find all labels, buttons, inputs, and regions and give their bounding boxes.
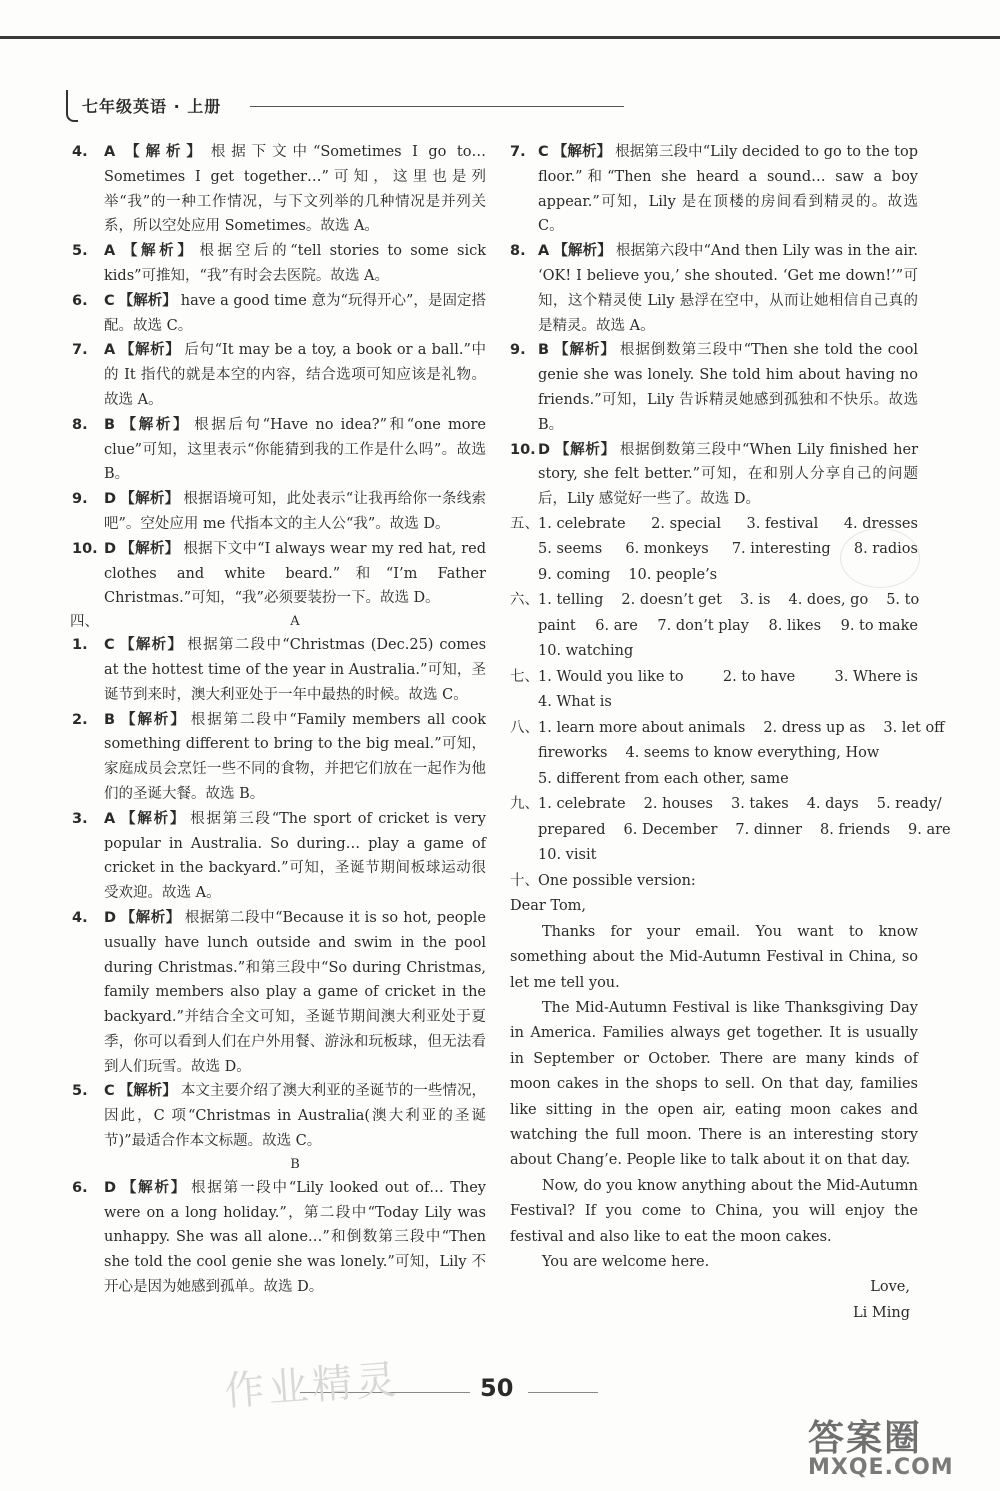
answer-line <box>538 639 918 665</box>
answer-item <box>72 633 486 707</box>
answer-entry: 10. people’s <box>628 566 718 583</box>
answer-item <box>72 537 486 611</box>
answer-entry: 7. dinner <box>735 821 802 838</box>
answer-entry: 8. likes <box>768 617 822 634</box>
analysis-tag: 【解析】 <box>554 441 616 458</box>
answer-entry: prepared <box>538 821 606 838</box>
analysis-tag: 【解析】 <box>118 1083 177 1100</box>
item-answer: C <box>104 637 115 654</box>
analysis-tag: 【解析】 <box>120 909 181 926</box>
analysis-tag: 【解析】 <box>119 711 187 728</box>
answer-line <box>538 767 918 793</box>
answer-item <box>72 1176 486 1300</box>
answer-entry: 1. celebrate <box>538 796 626 813</box>
item-answer: D <box>104 491 117 508</box>
answer-item <box>510 338 918 437</box>
section-mark: 五、 <box>510 515 539 532</box>
sample-letter <box>510 869 918 1326</box>
analysis-tag: 【解析】 <box>119 810 187 827</box>
answer-item <box>72 1079 486 1153</box>
analysis-tag: 【解析】 <box>118 637 184 654</box>
answer-entry: 2. to have <box>722 668 796 685</box>
page-number-rule-right <box>528 1392 598 1393</box>
answer-item <box>510 140 918 239</box>
watermark-text: 作业精灵 <box>222 1356 402 1416</box>
item-answer: A <box>104 243 116 260</box>
analysis-tag: 【解析】 <box>553 243 612 260</box>
answer-line <box>538 741 918 767</box>
answer-line <box>538 843 918 869</box>
analysis-tag: 【解析】 <box>119 342 181 359</box>
item-answer: A <box>104 144 116 160</box>
item-answer: B <box>104 416 116 433</box>
section-mark: 七、 <box>510 668 539 685</box>
item-answer: A <box>104 810 116 827</box>
analysis-text: 根据第二段中“Because it is so hot, people usually have lunch outside and swim in the pool during Christmas.”和第三段中“So during Christmas, family members also play a game of cricket in the backyard.”并结合全文可知，圣诞节期间澳大利亚处于夏季，你可以看到人们在户外用餐、游泳和玩板球，但无法看到人们玩雪。故选 D。 <box>104 909 487 1075</box>
answer-entry: 6. are <box>595 617 638 634</box>
answer-entry: 7. interesting <box>731 541 831 558</box>
answer-entry: 2. special <box>651 515 721 532</box>
answer-entry: 9. are <box>908 821 951 838</box>
letter-closing: Love, <box>870 1279 910 1296</box>
answer-item <box>72 906 486 1080</box>
answer-entry: 3. takes <box>730 796 789 813</box>
item-number: 5. <box>72 1083 88 1100</box>
answer-entry: 1. telling <box>538 592 604 609</box>
answer-line <box>538 588 918 614</box>
answer-entry: 2. houses <box>643 796 713 813</box>
letter-paragraph-1: Thanks for your email. You want to know something about the Mid-Autumn Festival in China, so let me tell you. <box>510 923 918 991</box>
item-number: 4. <box>72 144 88 160</box>
analysis-text: 根据倒数第三段中“When Lily finished her story, she felt better.”可知，在和别人分享自己的问题后，Lily 感觉好一些了。故选 D。 <box>538 441 919 508</box>
item-number: 6. <box>72 1179 88 1196</box>
item-number: 9. <box>510 342 526 359</box>
item-answer: D <box>104 540 117 557</box>
logo-url: MXQE.COM <box>808 1455 954 1480</box>
item-answer: D <box>104 1179 117 1196</box>
answer-entry: 7. don’t play <box>657 617 750 634</box>
analysis-text: 根据空后的“tell stories to some sick kids”可推知，“我”有时会去医院。故选 A。 <box>104 243 486 284</box>
item-answer: D <box>104 909 117 926</box>
answer-line <box>538 665 918 691</box>
analysis-tag: 【解析】 <box>120 540 180 557</box>
answer-entry: 5. seems <box>538 541 603 558</box>
analysis-text: 后句“It may be a toy, a book or a ball.”中的 It 指代的就是本空的内容，结合选项可知应该是礼物。故选 A。 <box>104 342 487 408</box>
analysis-tag: 【解析】 <box>120 491 180 508</box>
answer-entry: 9. coming <box>538 566 611 583</box>
right-column <box>510 140 951 1326</box>
answer-entry: 4. does, go <box>788 592 869 609</box>
analysis-text: 根据第二段中“Christmas (Dec.25) comes at the hottest time of the year in Australia.”可知，圣诞节到来时，澳大利亚处于一年中最热的时候。故选 C。 <box>104 637 487 703</box>
item-answer: A <box>538 243 550 260</box>
answer-entry: 3. let off <box>883 719 945 736</box>
section-ten <box>510 869 918 1326</box>
section-mark: 八、 <box>510 719 539 736</box>
item-answer: B <box>538 342 550 359</box>
answer-entry: 9. to make <box>840 617 918 634</box>
analysis-text: 根据倒数第三段中“Then she told the cool genie she was lonely. She told him about having no friends.”可知，Lily 告诉精灵她感到孤独和不快乐。故选 B。 <box>538 342 918 433</box>
item-number: 5. <box>72 243 88 260</box>
logo-badge: 答案圈 <box>808 1418 923 1459</box>
answer-entry: 10. watching <box>538 643 634 660</box>
item-number: 10. <box>510 441 536 458</box>
item-number: 3. <box>72 810 88 827</box>
answer-item <box>72 807 486 906</box>
item-answer: B <box>104 711 116 728</box>
answer-entry: 4. seems to know everything, How <box>625 745 880 762</box>
item-number: 10. <box>72 540 98 557</box>
item-answer: D <box>538 441 551 458</box>
item-answer: C <box>538 144 549 160</box>
page-number: 50 <box>480 1374 514 1402</box>
letter-paragraph-4: You are welcome here. <box>542 1254 710 1271</box>
answer-entry: 5. different from each other, same <box>538 770 789 787</box>
letter-intro: One possible version: <box>538 872 696 889</box>
answer-entry: 8. radios <box>853 541 918 558</box>
answer-item <box>510 239 918 338</box>
analysis-text: 根据下文中“I always wear my red hat, red clothes and white beard.”和“I’m Father Christmas.”可知，“我”必须要装扮一下。故选 D。 <box>104 540 487 607</box>
answers-group-1 <box>72 140 486 611</box>
top-rule <box>0 36 1000 39</box>
answer-line <box>538 792 942 818</box>
answer-item <box>72 289 486 339</box>
letter-greeting: Dear Tom, <box>510 898 587 915</box>
answer-entry: 10. visit <box>538 847 597 864</box>
analysis-tag: 【解析】 <box>553 342 616 359</box>
analysis-tag: 【解析】 <box>120 1179 188 1196</box>
answer-entry: 8. friends <box>819 821 891 838</box>
analysis-tag: 【解析】 <box>119 243 196 260</box>
answer-entry: 1. learn more about animals <box>538 719 746 736</box>
item-answer: A <box>104 342 116 359</box>
analysis-text: 根据下文中“Sometimes I go to… Sometimes I get together…”可知，这里也是列举“我”的一种工作情况，与下文列举的几种情况是并列关系，所以空处应用 Sometimes。故选 A。 <box>104 144 486 235</box>
item-number: 9. <box>72 491 88 508</box>
answer-entry: 3. festival <box>746 515 819 532</box>
answer-line <box>538 614 918 640</box>
analysis-tag: 【解析】 <box>119 416 191 433</box>
site-logo <box>808 1410 988 1480</box>
analysis-tag: 【解析】 <box>118 292 177 309</box>
item-number: 4. <box>72 909 88 926</box>
answer-section <box>510 716 945 793</box>
answer-entry: 1. celebrate <box>538 515 626 532</box>
answer-section <box>510 588 918 665</box>
item-answer: C <box>104 292 115 309</box>
answer-entry: 3. Where is <box>834 668 918 685</box>
answer-item <box>72 708 486 807</box>
answer-entry: 4. What is <box>538 694 612 711</box>
analysis-text: 根据第六段中“And then Lily was in the air. ‘OK! I believe you,’ she shouted. ‘Get me down!’”可知，这个精灵使 Lily 悬浮在空中，从而让她相信自己真的是精灵。故选 A。 <box>538 243 919 334</box>
letter-signature: Li Ming <box>853 1304 910 1321</box>
analysis-text: have a good time 意为“玩得开心”，是固定搭配。故选 C。 <box>104 292 487 334</box>
answer-entry: 4. days <box>806 796 859 813</box>
answer-entry: 1. Would you like to <box>538 668 684 685</box>
analysis-text: 根据第三段“The sport of cricket is very popular in Australia. So during… play a game of cricket in the backyard.”可知，圣诞节期间板球运动很受欢迎。故选 A。 <box>104 810 487 902</box>
analysis-tag: 【解析】 <box>119 144 207 160</box>
answer-item <box>72 338 486 412</box>
item-number: 8. <box>510 243 526 260</box>
answer-item <box>72 413 486 487</box>
analysis-text: 根据后句“Have no idea?”和“one more clue”可知，这里表示“你能猜到我的工作是什么吗”。故选 B。 <box>104 416 487 483</box>
letter-paragraph-3: Now, do you know anything about the Mid-Autumn Festival? If you come to China, you will enjoy the festival and also like to eat the moon cakes. <box>510 1177 918 1245</box>
answers-group-3 <box>72 1176 486 1300</box>
header-bracket <box>66 90 78 122</box>
letter-paragraph-2: The Mid-Autumn Festival is like Thanksgiving Day in America. Families always get together. It is usually in September or October. There are many kinds of moon cakes in the shops to sell. On that day, families like sitting in the open air, eating moon cakes and watching the full moon. There is an interesting story about Chang’e. People like to talk about it on that day. <box>510 999 918 1169</box>
item-number: 7. <box>510 144 526 160</box>
answer-entry: 2. dress up as <box>763 719 866 736</box>
analysis-tag: 【解析】 <box>552 144 612 160</box>
subheading-a: A <box>290 614 300 630</box>
answer-line <box>538 690 918 716</box>
answer-item <box>72 487 486 537</box>
answer-item <box>72 239 486 289</box>
item-number: 8. <box>72 416 88 433</box>
analysis-text: 本文主要介绍了澳大利亚的圣诞节的一些情况，因此，C 项“Christmas in Australia(澳大利亚的圣诞节)”最适合作本文标题。故选 C。 <box>104 1083 487 1150</box>
section-mark: 九、 <box>510 796 539 813</box>
analysis-text: 根据第二段中“Family members all cook something different to bring to the big meal.”可知，家庭成员会烹饪一些不同的食物，并把它们放在一起作为他们的圣诞大餐。故选 B。 <box>104 711 487 802</box>
answer-line <box>538 716 945 742</box>
answer-entry: 4. dresses <box>843 515 918 532</box>
item-answer: C <box>104 1083 115 1100</box>
answer-entry: fireworks <box>538 745 608 762</box>
answers-group-4 <box>510 140 918 512</box>
page-title: 七年级英语 · 上册 <box>82 97 222 116</box>
item-number: 7. <box>72 342 88 359</box>
left-column <box>72 140 486 1300</box>
analysis-text: 根据第一段中“Lily looked out of… They were on a long holiday.”，第二段中“Today Lily was unhappy. She was all alone…”和倒数第三段中“Then she told the cool genie she was lonely.”可知，Lily 不开心是因为她感到孤单。故选 D。 <box>104 1179 487 1296</box>
answer-entry: 3. is <box>739 592 771 609</box>
subheading-b: B <box>290 1156 300 1172</box>
faint-stamp <box>840 528 920 588</box>
answer-section <box>510 792 951 869</box>
header-rule <box>250 106 624 107</box>
page-header <box>66 90 626 124</box>
item-number: 2. <box>72 711 88 728</box>
answer-entry: paint <box>538 617 576 634</box>
answer-entry: 5. ready/ <box>876 796 942 813</box>
answer-entry: 6. monkeys <box>625 541 709 558</box>
section-mark: 六、 <box>510 592 539 609</box>
item-number: 6. <box>72 292 88 309</box>
answers-group-2 <box>72 633 486 1154</box>
answer-entry: 2. doesn’t get <box>621 592 722 609</box>
answer-section <box>510 665 918 716</box>
section-four-mark: 四、 <box>70 614 99 631</box>
section-mark: 十、 <box>510 872 539 889</box>
answer-entry: 6. December <box>623 821 718 838</box>
analysis-text: 根据语境可知，此处表示“让我再给你一条线索吧”。空处应用 me 代指本文的主人公“我”。故选 D。 <box>104 491 486 532</box>
answer-item <box>72 140 486 239</box>
answer-entry: 5. to <box>886 592 920 609</box>
answer-line <box>538 818 951 844</box>
answer-item <box>510 438 918 512</box>
analysis-text: 根据第三段中“Lily decided to go to the top floor.”和“Then she heard a sound… saw a boy appear.”可知，Lily 是在顶楼的房间看到精灵的。故选 C。 <box>538 144 919 235</box>
item-number: 1. <box>72 637 88 654</box>
